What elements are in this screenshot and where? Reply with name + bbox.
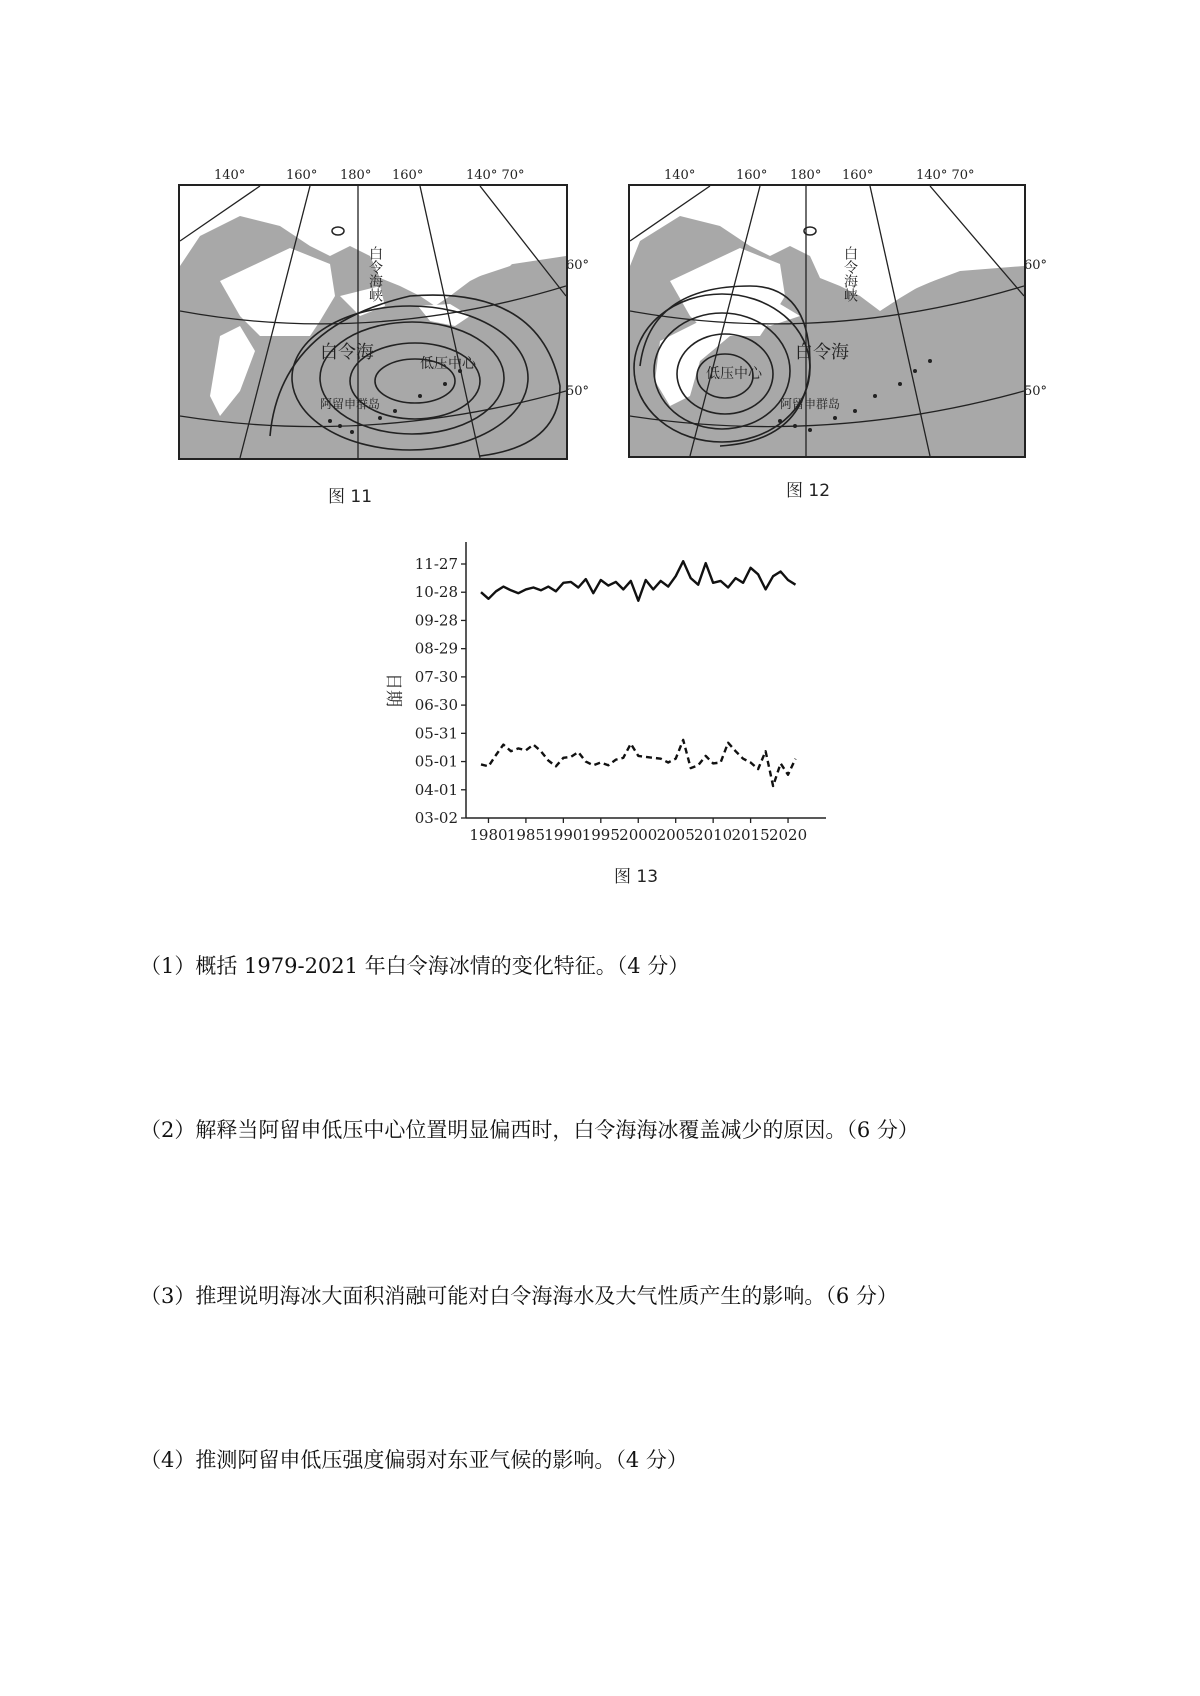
fig13-x-tick-label: 2020 <box>768 826 808 844</box>
fig13-chart <box>370 530 830 850</box>
fig13-y-tick-label: 04-01 <box>414 780 458 799</box>
fig13-y-tick-label: 10-28 <box>414 583 458 602</box>
fig12-lat-label: 50° <box>1024 384 1048 399</box>
fig13-y-tick-label: 07-30 <box>414 667 458 686</box>
fig12-lon-label: 180° <box>790 168 822 183</box>
fig13-y-tick-label: 05-31 <box>414 724 458 743</box>
fig13-y-tick-label: 09-28 <box>414 611 458 630</box>
fig13-x-tick-label: 1980 <box>469 826 508 844</box>
question-4: （4）推测阿留申低压强度偏弱对东亚气候的影响。（4 分） <box>140 1448 688 1472</box>
fig11-caption: 图 11 <box>328 487 373 507</box>
fig11-lon-label: 140° <box>214 168 246 183</box>
fig12-sea-label: 白令海 <box>795 342 849 363</box>
fig12-lon-label: 160° <box>736 168 768 183</box>
fig13-caption: 图 13 <box>614 867 659 887</box>
fig11-lon-label: 160° <box>286 168 318 183</box>
fig12-strait-label: 白令海峡 <box>842 246 858 302</box>
fig12-caption: 图 12 <box>786 481 831 501</box>
fig13-x-tick-label: 2005 <box>656 826 695 844</box>
fig11-lon-label: 140° 70° <box>466 168 525 183</box>
fig11-lon-label: 160° <box>392 168 424 183</box>
fig13-x-tick-label: 1995 <box>581 826 620 844</box>
fig11-map <box>178 184 568 460</box>
fig12-lat-label: 60° <box>1024 258 1048 273</box>
question-1: （1）概括 1979-2021 年白令海冰情的变化特征。（4 分） <box>140 954 690 978</box>
fig13-x-tick-label: 2010 <box>694 826 733 844</box>
fig11-low-label: 低压中心 <box>420 356 476 372</box>
question-2: （2）解释当阿留申低压中心位置明显偏西时，白令海海冰覆盖减少的原因。（6 分） <box>140 1118 919 1142</box>
fig11-lat-label: 50° <box>566 384 590 399</box>
fig12-lon-label: 140° 70° <box>916 168 975 183</box>
fig13-y-tick-label: 06-30 <box>414 696 458 715</box>
fig13-series-line-solid <box>481 561 796 601</box>
fig11-sea-label: 白令海 <box>320 342 374 363</box>
fig11-islands-label: 阿留申群岛 <box>320 397 381 411</box>
fig13-x-tick-label: 1990 <box>544 826 583 844</box>
fig13-chart-svg <box>370 530 830 850</box>
fig13-y-tick-label: 11-27 <box>414 555 458 573</box>
fig11-lon-label: 180° <box>340 168 372 183</box>
fig11-strait-label: 白令海峡 <box>367 246 383 302</box>
fig13-y-tick-label: 08-29 <box>414 639 458 658</box>
fig13-y-axis-label: 日期 <box>383 673 403 707</box>
fig13-x-tick-label: 2015 <box>731 826 770 844</box>
fig13-x-tick-label: 2000 <box>619 826 658 844</box>
fig12-lon-label: 160° <box>842 168 874 183</box>
fig13-y-tick-label: 03-02 <box>414 809 458 827</box>
fig13-x-tick-label: 1985 <box>506 826 546 844</box>
fig12-map <box>628 184 1026 458</box>
fig11-lat-label: 60° <box>566 258 590 273</box>
fig12-islands-label: 阿留申群岛 <box>780 397 841 411</box>
fig13-y-tick-label: 05-01 <box>414 752 458 771</box>
question-3: （3）推理说明海冰大面积消融可能对白令海海水及大气性质产生的影响。（6 分） <box>140 1284 898 1308</box>
fig13-series-line-dashed <box>481 740 796 786</box>
fig12-low-label: 低压中心 <box>706 366 762 382</box>
fig12-lon-label: 140° <box>664 168 696 183</box>
